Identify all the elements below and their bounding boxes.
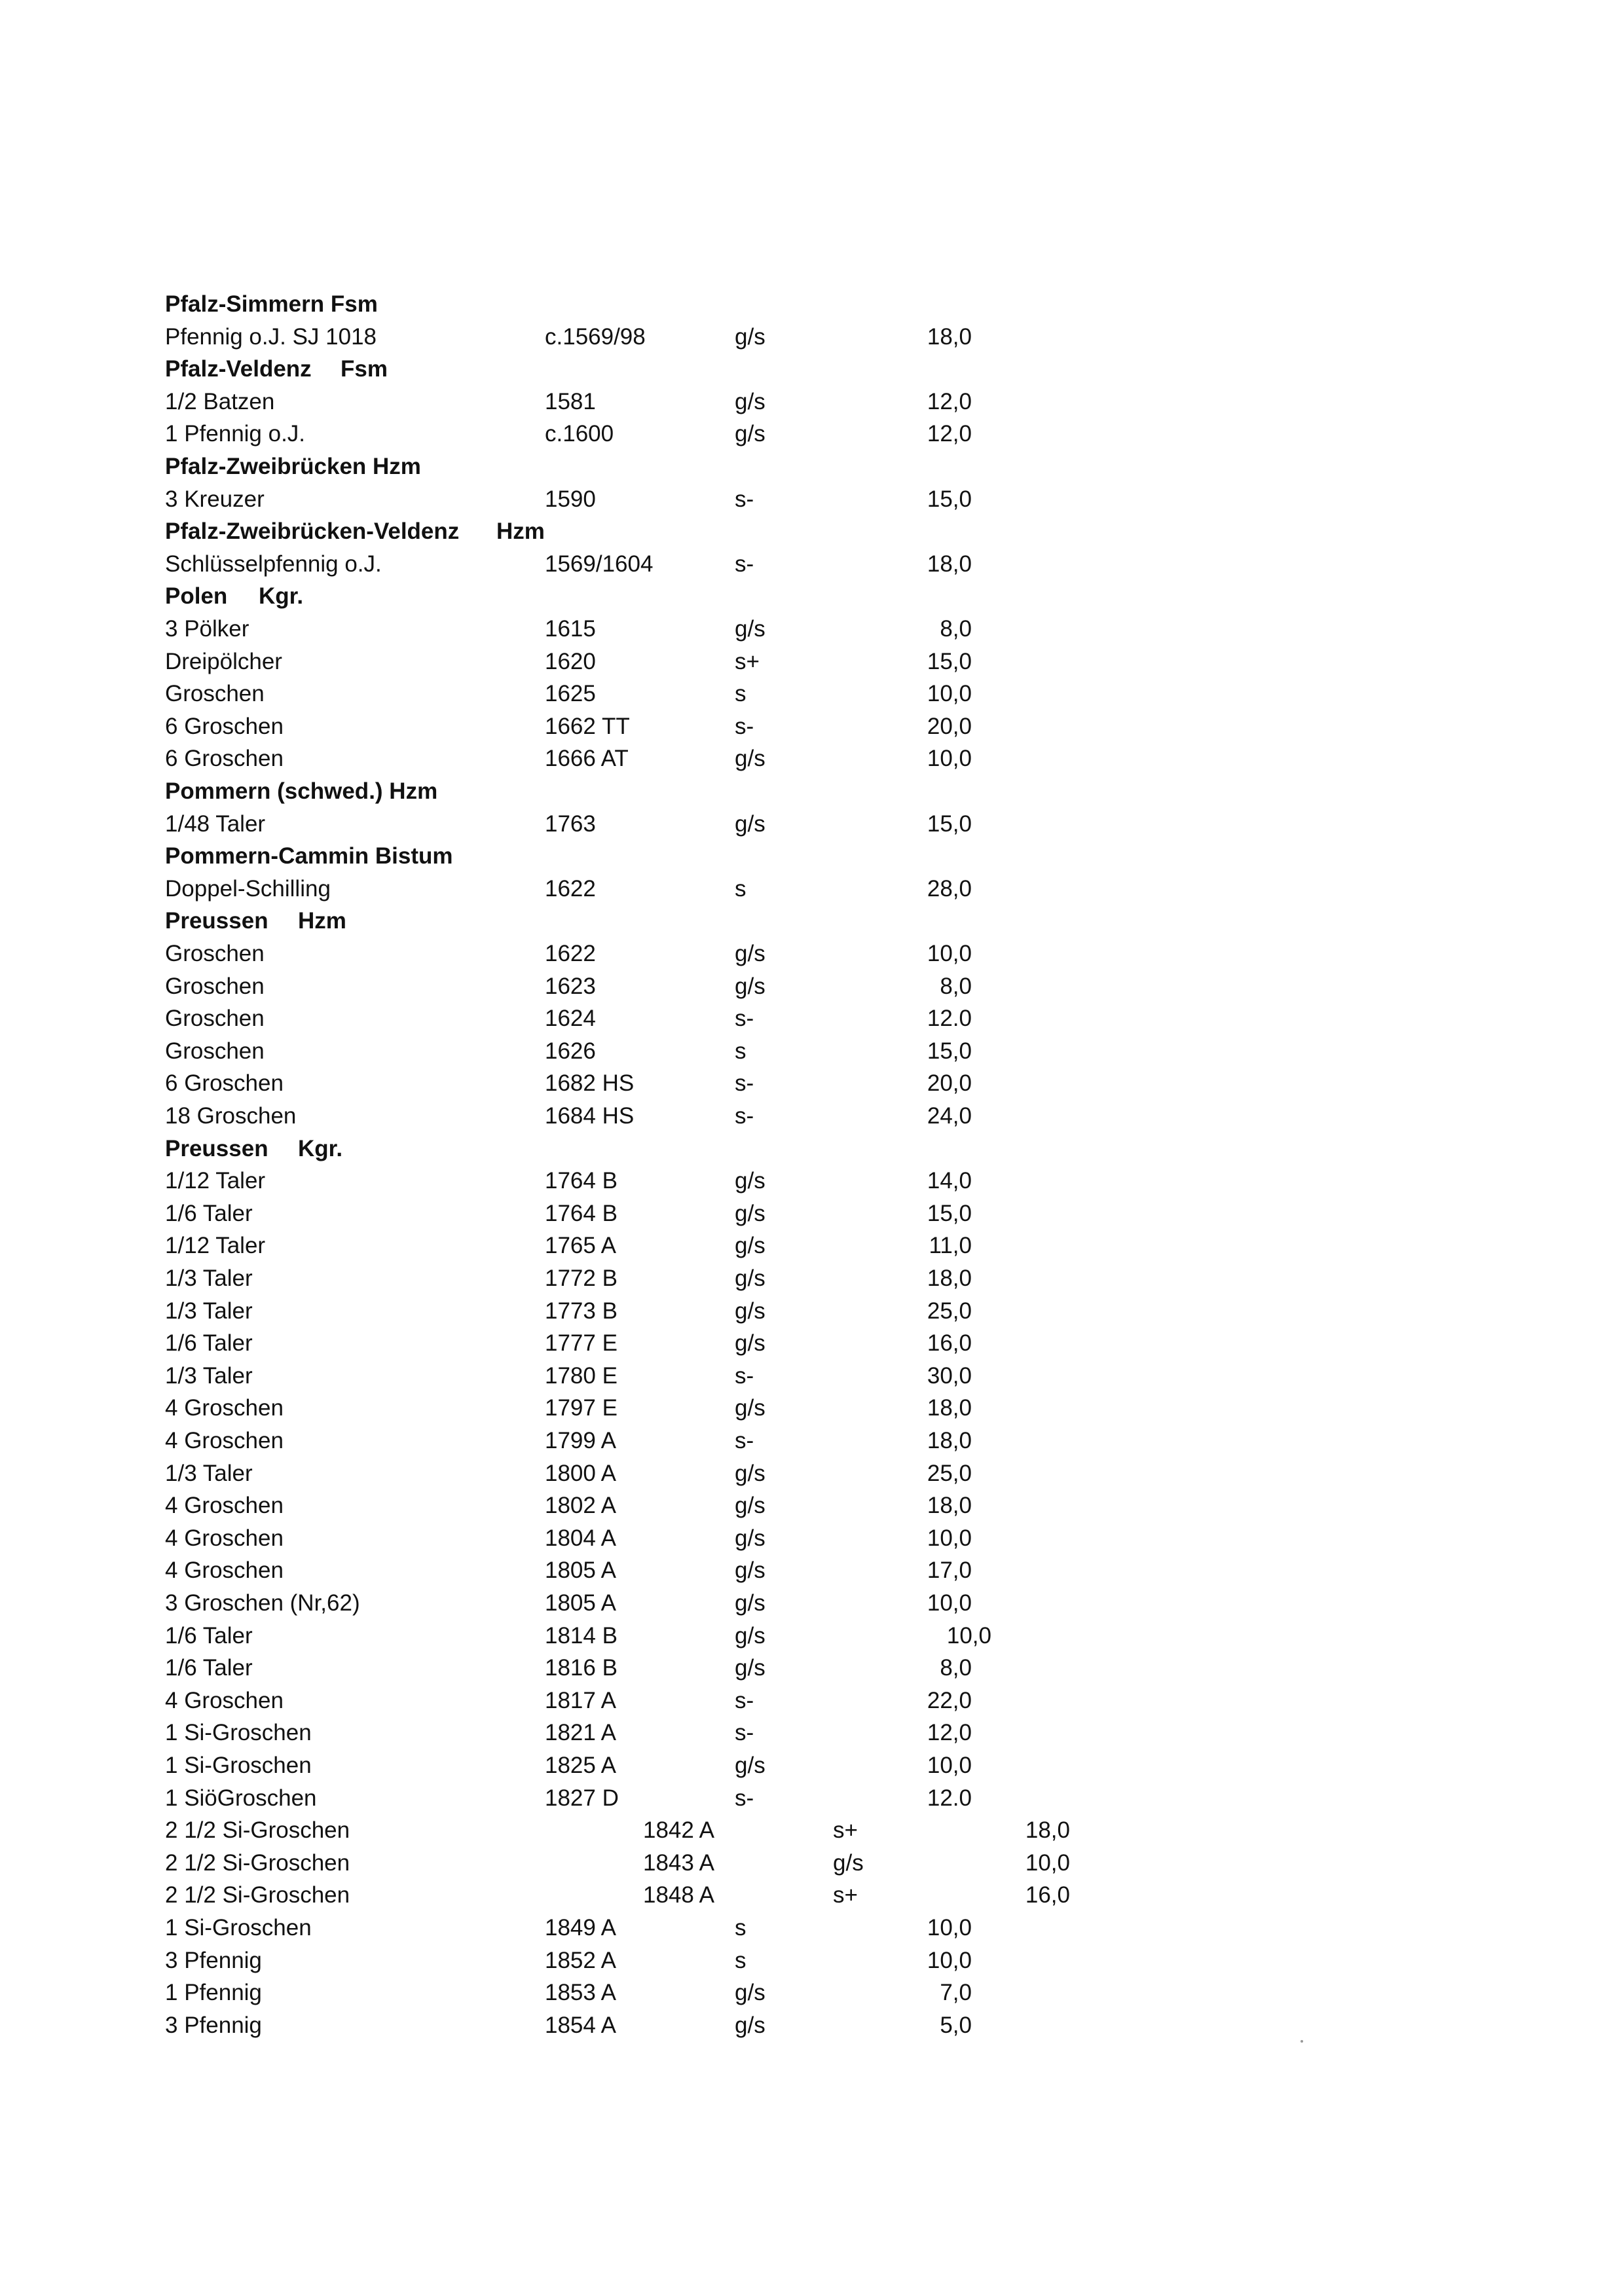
coin-price: 18,0 bbox=[927, 551, 972, 577]
coin-denomination: 3 Pfennig bbox=[165, 1947, 262, 1973]
coin-grade: g/s bbox=[735, 1493, 766, 1519]
coin-year: 1620 bbox=[545, 648, 596, 674]
coin-grade: s bbox=[735, 1038, 747, 1064]
coin-row bbox=[0, 1814, 1624, 1847]
coin-price: 10,0 bbox=[927, 681, 972, 707]
coin-denomination: 1/2 Batzen bbox=[165, 388, 275, 414]
coin-denomination: 2 1/2 Si-Groschen bbox=[165, 1817, 350, 1844]
scan-speck bbox=[1301, 2040, 1303, 2043]
coin-denomination: Groschen bbox=[165, 1038, 265, 1064]
coin-row bbox=[0, 1392, 1624, 1425]
coin-price: 20,0 bbox=[927, 1070, 972, 1097]
coin-denomination: 6 Groschen bbox=[165, 746, 284, 772]
coin-denomination: 1/3 Taler bbox=[165, 1460, 253, 1486]
coin-denomination: 1 Si-Groschen bbox=[165, 1915, 312, 1941]
coin-row bbox=[0, 1944, 1624, 1977]
coin-denomination: Groschen bbox=[165, 681, 265, 707]
section-title: Pfalz-Simmern Fsm bbox=[165, 291, 378, 317]
coin-denomination: 1 Pfennig o.J. bbox=[165, 421, 306, 447]
coin-year: 1821 A bbox=[545, 1720, 616, 1746]
coin-grade: g/s bbox=[735, 1590, 766, 1616]
coin-year: c.1569/98 bbox=[545, 323, 646, 350]
section-title: Pfalz-Veldenz bbox=[165, 356, 312, 382]
coin-grade: g/s bbox=[735, 323, 766, 350]
section-heading bbox=[0, 840, 1624, 873]
coin-price: 18,0 bbox=[927, 1493, 972, 1519]
coin-grade: s- bbox=[735, 1720, 754, 1746]
coin-price: 14,0 bbox=[927, 1168, 972, 1194]
coin-year: 1843 A bbox=[643, 1850, 714, 1876]
coin-row bbox=[0, 1717, 1624, 1749]
coin-grade: g/s bbox=[735, 1655, 766, 1681]
coin-denomination: 1 Pfennig bbox=[165, 1980, 262, 2006]
coin-price: 10,0 bbox=[927, 1947, 972, 1973]
coin-row bbox=[0, 873, 1624, 905]
coin-grade: s- bbox=[735, 1103, 754, 1129]
coin-year: 1804 A bbox=[545, 1525, 616, 1551]
coin-row bbox=[0, 1165, 1624, 1197]
coin-row bbox=[0, 1327, 1624, 1360]
coin-grade: g/s bbox=[735, 1753, 766, 1778]
coin-year: 1622 bbox=[545, 875, 596, 902]
coin-denomination: 1/6 Taler bbox=[165, 1330, 253, 1357]
coin-denomination: 1/3 Taler bbox=[165, 1362, 253, 1389]
coin-denomination: 1/3 Taler bbox=[165, 1298, 253, 1324]
coin-grade: g/s bbox=[735, 1233, 766, 1259]
coin-denomination: 1 Si-Groschen bbox=[165, 1753, 312, 1778]
coin-price: 11,0 bbox=[929, 1233, 972, 1259]
coin-denomination: 4 Groschen bbox=[165, 1395, 284, 1421]
coin-denomination: 4 Groschen bbox=[165, 1687, 284, 1713]
coin-denomination: 1/48 Taler bbox=[165, 811, 266, 837]
coin-year: 1827 D bbox=[545, 1785, 619, 1811]
coin-grade: g/s bbox=[735, 746, 766, 772]
coin-grade: s+ bbox=[833, 1882, 858, 1908]
coin-row bbox=[0, 386, 1624, 418]
coin-grade: g/s bbox=[735, 1395, 766, 1421]
coin-denomination: 18 Groschen bbox=[165, 1103, 297, 1129]
coin-price: 10,0 bbox=[927, 1525, 972, 1551]
coin-denomination: 1/3 Taler bbox=[165, 1266, 253, 1291]
coin-grade: g/s bbox=[735, 1330, 766, 1357]
coin-year: 1848 A bbox=[643, 1882, 714, 1908]
coin-year: 1799 A bbox=[545, 1428, 616, 1453]
coin-year: 1615 bbox=[545, 616, 596, 642]
coin-year: 1780 E bbox=[545, 1362, 618, 1389]
coin-year: 1581 bbox=[545, 388, 596, 414]
coin-year: 1802 A bbox=[545, 1493, 616, 1519]
section-title: Pommern (schwed.) Hzm bbox=[165, 778, 438, 804]
coin-grade: s- bbox=[735, 1687, 754, 1713]
coin-grade: g/s bbox=[735, 1200, 766, 1226]
section-heading bbox=[0, 775, 1624, 808]
coin-grade: g/s bbox=[833, 1850, 864, 1876]
coin-year: 1765 A bbox=[545, 1233, 616, 1259]
coin-row bbox=[0, 1360, 1624, 1393]
coin-grade: s+ bbox=[833, 1817, 858, 1844]
coin-price: 15,0 bbox=[927, 1038, 972, 1064]
coin-year: 1854 A bbox=[545, 2012, 616, 2038]
coin-denomination: 3 Groschen (Nr,62) bbox=[165, 1590, 360, 1616]
coin-row bbox=[0, 646, 1624, 678]
coin-denomination: 1/12 Taler bbox=[165, 1168, 266, 1194]
section-heading bbox=[0, 353, 1624, 386]
section-heading bbox=[0, 580, 1624, 613]
coin-row bbox=[0, 548, 1624, 581]
coin-year: 1852 A bbox=[545, 1947, 616, 1973]
coin-denomination: Pfennig o.J. SJ 1018 bbox=[165, 323, 377, 350]
coin-row bbox=[0, 1782, 1624, 1815]
coin-price: 10,0 bbox=[927, 746, 972, 772]
coin-year: 1842 A bbox=[643, 1817, 714, 1844]
coin-year: 1569/1604 bbox=[545, 551, 654, 577]
coin-price: 5,0 bbox=[940, 2012, 972, 2038]
coin-grade: g/s bbox=[735, 1558, 766, 1584]
coin-denomination: 4 Groschen bbox=[165, 1493, 284, 1519]
coin-row bbox=[0, 418, 1624, 450]
coin-price: 12.0 bbox=[927, 1006, 972, 1032]
coin-grade: s- bbox=[735, 713, 754, 739]
coin-grade: s bbox=[735, 1915, 747, 1941]
coin-grade: s- bbox=[735, 1070, 754, 1097]
coin-price: 30,0 bbox=[927, 1362, 972, 1389]
coin-row bbox=[0, 1425, 1624, 1457]
coin-row bbox=[0, 1100, 1624, 1133]
coin-row bbox=[0, 1522, 1624, 1555]
coin-price: 12.0 bbox=[927, 1785, 972, 1811]
coin-price: 7,0 bbox=[940, 1980, 972, 2006]
coin-price: 12,0 bbox=[927, 421, 972, 447]
coin-denomination: 1/6 Taler bbox=[165, 1655, 253, 1681]
coin-denomination: Dreipölcher bbox=[165, 648, 282, 674]
coin-price: 24,0 bbox=[927, 1103, 972, 1129]
coin-price: 8,0 bbox=[940, 616, 972, 642]
coin-price: 18,0 bbox=[927, 1395, 972, 1421]
section-heading bbox=[0, 905, 1624, 938]
coin-year: 1764 B bbox=[545, 1200, 618, 1226]
coin-year: 1684 HS bbox=[545, 1103, 635, 1129]
coin-denomination: 1 SiöGroschen bbox=[165, 1785, 317, 1811]
section-heading bbox=[0, 450, 1624, 483]
coin-row bbox=[0, 808, 1624, 841]
coin-row bbox=[0, 1197, 1624, 1230]
coin-denomination: 3 Kreuzer bbox=[165, 486, 265, 512]
coin-grade: s bbox=[735, 681, 747, 707]
coin-year: 1772 B bbox=[545, 1266, 618, 1291]
coin-year: 1666 AT bbox=[545, 746, 629, 772]
coin-denomination: 4 Groschen bbox=[165, 1525, 284, 1551]
coin-year: 1805 A bbox=[545, 1590, 616, 1616]
coin-grade: g/s bbox=[735, 2012, 766, 2038]
coin-grade: s bbox=[735, 1947, 747, 1973]
section-heading bbox=[0, 288, 1624, 321]
coin-grade: g/s bbox=[735, 1525, 766, 1551]
coin-denomination: 3 Pfennig bbox=[165, 2012, 262, 2038]
coin-grade: s- bbox=[735, 486, 754, 512]
section-title-suffix: Hzm bbox=[496, 519, 545, 545]
coin-price: 18,0 bbox=[927, 1266, 972, 1291]
coin-price: 10,0 bbox=[1025, 1850, 1070, 1876]
coin-denomination: 2 1/2 Si-Groschen bbox=[165, 1882, 350, 1908]
coin-grade: g/s bbox=[735, 941, 766, 966]
coin-price: 16,0 bbox=[927, 1330, 972, 1357]
section-title: Preussen bbox=[165, 908, 268, 934]
coin-denomination: 1 Si-Groschen bbox=[165, 1720, 312, 1746]
coin-row bbox=[0, 1685, 1624, 1717]
section-heading bbox=[0, 1133, 1624, 1165]
coin-row bbox=[0, 678, 1624, 710]
coin-year: 1805 A bbox=[545, 1558, 616, 1584]
coin-price: 15,0 bbox=[927, 1200, 972, 1226]
coin-price: 15,0 bbox=[927, 811, 972, 837]
coin-year: 1662 TT bbox=[545, 713, 630, 739]
section-title-suffix: Kgr. bbox=[259, 583, 304, 610]
coin-row bbox=[0, 2009, 1624, 2042]
coin-year: 1849 A bbox=[545, 1915, 616, 1941]
coin-row bbox=[0, 938, 1624, 970]
coin-row bbox=[0, 1002, 1624, 1035]
coin-grade: g/s bbox=[735, 1980, 766, 2006]
coin-year: 1625 bbox=[545, 681, 596, 707]
section-title-suffix: Hzm bbox=[298, 908, 346, 934]
coin-price: 10,0 bbox=[927, 1753, 972, 1778]
coin-year: 1816 B bbox=[545, 1655, 618, 1681]
coin-year: 1797 E bbox=[545, 1395, 618, 1421]
coin-price: 28,0 bbox=[927, 875, 972, 902]
coin-grade: g/s bbox=[735, 1298, 766, 1324]
coin-denomination: Doppel-Schilling bbox=[165, 875, 331, 902]
coin-grade: g/s bbox=[735, 973, 766, 999]
coin-grade: g/s bbox=[735, 421, 766, 447]
coin-price: 15,0 bbox=[927, 486, 972, 512]
coin-year: 1853 A bbox=[545, 1980, 616, 2006]
coin-price: 15,0 bbox=[927, 648, 972, 674]
coin-row bbox=[0, 1847, 1624, 1880]
coin-year: 1626 bbox=[545, 1038, 596, 1064]
coin-year: 1817 A bbox=[545, 1687, 616, 1713]
coin-row bbox=[0, 321, 1624, 354]
coin-price: 18,0 bbox=[927, 1428, 972, 1453]
coin-row bbox=[0, 613, 1624, 646]
coin-price: 25,0 bbox=[927, 1460, 972, 1486]
coin-row bbox=[0, 1879, 1624, 1912]
coin-year: c.1600 bbox=[545, 421, 614, 447]
coin-row bbox=[0, 1977, 1624, 2009]
coin-row bbox=[0, 710, 1624, 743]
coin-row bbox=[0, 1554, 1624, 1587]
coin-price: 18,0 bbox=[1025, 1817, 1070, 1844]
section-title: Preussen bbox=[165, 1135, 268, 1161]
section-title-suffix: Kgr. bbox=[298, 1135, 343, 1161]
coin-year: 1777 E bbox=[545, 1330, 618, 1357]
coin-year: 1763 bbox=[545, 811, 596, 837]
coin-price: 16,0 bbox=[1025, 1882, 1070, 1908]
coin-grade: s bbox=[735, 875, 747, 902]
coin-year: 1800 A bbox=[545, 1460, 616, 1486]
coin-row bbox=[0, 1262, 1624, 1295]
coin-price: 17,0 bbox=[927, 1558, 972, 1584]
coin-grade: s- bbox=[735, 551, 754, 577]
coin-year: 1764 B bbox=[545, 1168, 618, 1194]
coin-year: 1622 bbox=[545, 941, 596, 966]
coin-denomination: 4 Groschen bbox=[165, 1558, 284, 1584]
section-title: Polen bbox=[165, 583, 228, 610]
coin-year: 1825 A bbox=[545, 1753, 616, 1778]
coin-grade: s- bbox=[735, 1362, 754, 1389]
coin-row bbox=[0, 483, 1624, 516]
section-heading bbox=[0, 515, 1624, 548]
coin-price: 8,0 bbox=[940, 973, 972, 999]
coin-grade: s- bbox=[735, 1785, 754, 1811]
coin-row bbox=[0, 1620, 1624, 1652]
coin-grade: g/s bbox=[735, 1266, 766, 1291]
coin-denomination: Groschen bbox=[165, 973, 265, 999]
coin-grade: g/s bbox=[735, 1460, 766, 1486]
coin-price: 25,0 bbox=[927, 1298, 972, 1324]
coin-price: 12,0 bbox=[927, 1720, 972, 1746]
coin-row bbox=[0, 1652, 1624, 1685]
coin-row bbox=[0, 1489, 1624, 1522]
coin-price: 20,0 bbox=[927, 713, 972, 739]
coin-denomination: 3 Pölker bbox=[165, 616, 249, 642]
coin-grade: s- bbox=[735, 1006, 754, 1032]
coin-row bbox=[0, 1067, 1624, 1100]
coin-price: 10,0 bbox=[927, 1915, 972, 1941]
coin-grade: s- bbox=[735, 1428, 754, 1453]
coin-row bbox=[0, 1749, 1624, 1782]
coin-year: 1814 B bbox=[545, 1622, 618, 1649]
coin-denomination: 6 Groschen bbox=[165, 1070, 284, 1097]
coin-row bbox=[0, 1587, 1624, 1620]
coin-grade: g/s bbox=[735, 388, 766, 414]
coin-row bbox=[0, 1457, 1624, 1490]
coin-row bbox=[0, 1035, 1624, 1068]
coin-grade: g/s bbox=[735, 1168, 766, 1194]
coin-row bbox=[0, 970, 1624, 1003]
section-title: Pommern-Cammin Bistum bbox=[165, 843, 453, 869]
coin-year: 1623 bbox=[545, 973, 596, 999]
coin-grade: g/s bbox=[735, 616, 766, 642]
section-title-suffix: Fsm bbox=[341, 356, 388, 382]
coin-denomination: 1/12 Taler bbox=[165, 1233, 266, 1259]
coin-price: 18,0 bbox=[927, 323, 972, 350]
coin-denomination: 2 1/2 Si-Groschen bbox=[165, 1850, 350, 1876]
coin-row bbox=[0, 1295, 1624, 1328]
coin-row bbox=[0, 1912, 1624, 1944]
coin-year: 1624 bbox=[545, 1006, 596, 1032]
coin-price: 22,0 bbox=[927, 1687, 972, 1713]
coin-price: 8,0 bbox=[940, 1655, 972, 1681]
coin-denomination: 4 Groschen bbox=[165, 1428, 284, 1453]
coin-denomination: Groschen bbox=[165, 941, 265, 966]
section-title: Pfalz-Zweibrücken-Veldenz bbox=[165, 519, 460, 545]
coin-price: 12,0 bbox=[927, 388, 972, 414]
coin-denomination: 1/6 Taler bbox=[165, 1200, 253, 1226]
coin-year: 1590 bbox=[545, 486, 596, 512]
coin-price: 10,0 bbox=[927, 1590, 972, 1616]
coin-grade: g/s bbox=[735, 811, 766, 837]
coin-year: 1682 HS bbox=[545, 1070, 635, 1097]
coin-grade: g/s bbox=[735, 1622, 766, 1649]
coin-denomination: 6 Groschen bbox=[165, 713, 284, 739]
coin-grade: s+ bbox=[735, 648, 760, 674]
coin-price: 10,0 bbox=[946, 1622, 991, 1649]
coin-denomination: 1/6 Taler bbox=[165, 1622, 253, 1649]
coin-price: 10,0 bbox=[927, 941, 972, 966]
coin-row bbox=[0, 1230, 1624, 1262]
coin-year: 1773 B bbox=[545, 1298, 618, 1324]
section-title: Pfalz-Zweibrücken Hzm bbox=[165, 454, 421, 479]
coin-denomination: Schlüsselpfennig o.J. bbox=[165, 551, 382, 577]
coin-denomination: Groschen bbox=[165, 1006, 265, 1032]
coin-row bbox=[0, 742, 1624, 775]
